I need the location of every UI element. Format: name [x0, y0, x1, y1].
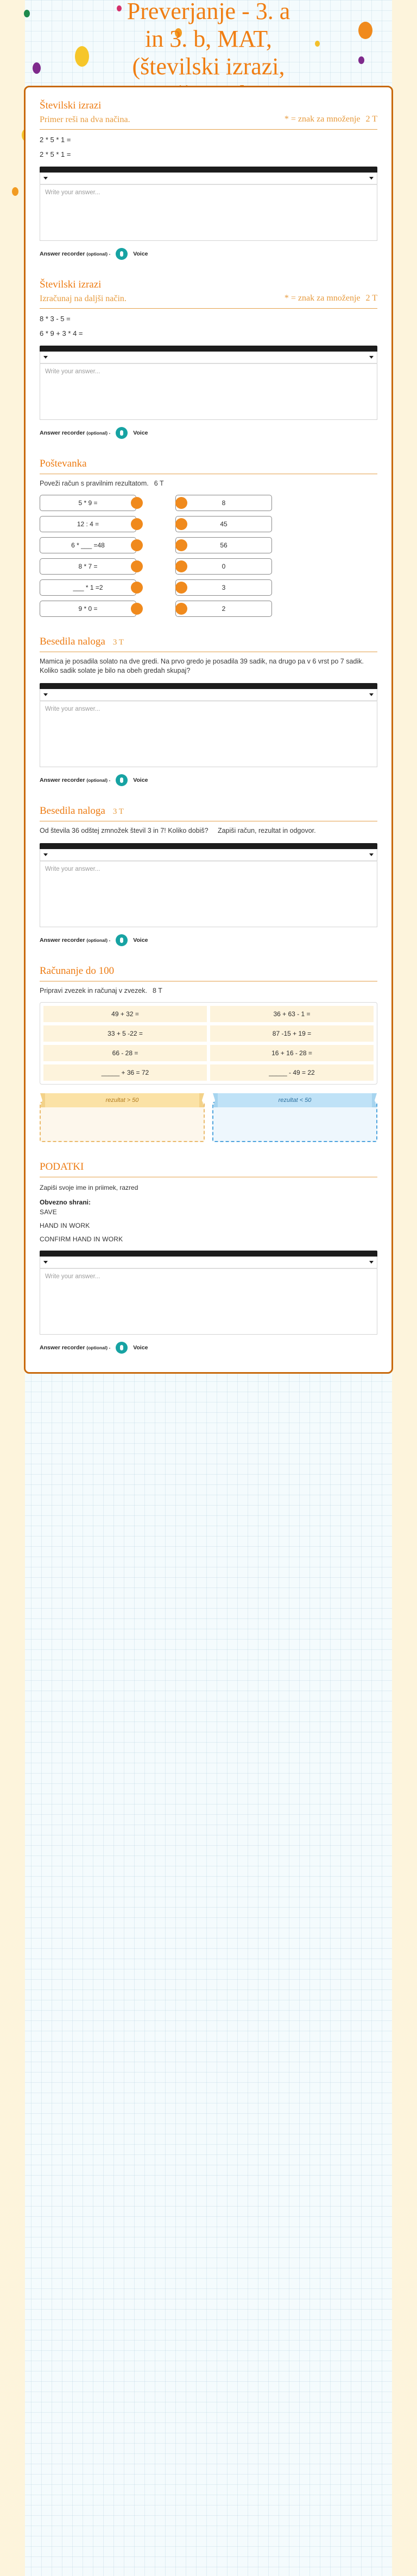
match-connector-dot-left[interactable]	[131, 560, 143, 572]
editor-toolbar-top	[40, 683, 377, 689]
chevron-down-icon[interactable]	[43, 177, 48, 180]
action-save[interactable]: SAVE	[40, 1208, 57, 1216]
match-left-card[interactable]: 6 * ___ =48	[40, 537, 136, 553]
table-row	[43, 1064, 374, 1081]
action-hand-in-work[interactable]: HAND IN WORK	[40, 1222, 90, 1229]
match-right-card[interactable]: 8	[175, 495, 272, 511]
record-voice-button[interactable]	[116, 248, 128, 260]
paint-blob	[358, 56, 364, 64]
recorder-voice-label: Voice	[133, 1344, 148, 1351]
recorder-voice-label: Voice	[133, 937, 148, 943]
right-margin-band	[392, 0, 417, 2576]
section-heading: Računanje do 100	[40, 965, 115, 977]
table-row	[43, 1006, 374, 1022]
match-left-card[interactable]: 8 * 7 =	[40, 558, 136, 575]
match-right-card[interactable]: 0	[175, 558, 272, 575]
chevron-down-icon[interactable]	[369, 853, 374, 856]
calculation-table	[40, 1002, 377, 1085]
match-right-card[interactable]: 56	[175, 537, 272, 553]
chevron-down-icon[interactable]	[369, 356, 374, 359]
rich-text-answer[interactable]	[40, 346, 377, 420]
drop-zone-label: rezultat > 50	[45, 1093, 199, 1107]
title-line-1: Preverjanje - 3. a	[127, 0, 290, 24]
paint-blob	[24, 10, 30, 17]
table-row	[43, 1045, 374, 1061]
matching-row	[40, 558, 377, 575]
editor-toolbar[interactable]	[40, 173, 377, 184]
microphone-icon	[120, 251, 123, 257]
calc-cell[interactable]: _____ + 36 = 72	[43, 1064, 207, 1081]
section-note: * = znak za množenje	[284, 294, 361, 303]
worksheet-card	[24, 86, 393, 1374]
section-heading: Številski izrazi	[40, 279, 102, 290]
expression: 8 * 3 - 5 =	[40, 315, 71, 323]
microphone-icon	[120, 777, 123, 783]
microphone-icon	[120, 430, 123, 436]
match-connector-dot-right[interactable]	[175, 497, 187, 509]
match-connector-dot-right[interactable]	[175, 518, 187, 530]
section-stevilski-izrazi-1	[40, 99, 377, 260]
section-instruction: Primer reši na dva načina.	[40, 115, 130, 124]
paint-blob	[12, 187, 18, 196]
record-voice-button[interactable]	[116, 774, 128, 786]
section-heading: Poštevanka	[40, 458, 87, 469]
calc-cell[interactable]: 87 -15 + 19 =	[210, 1025, 374, 1042]
record-voice-button[interactable]	[116, 934, 128, 946]
section-postevanka	[40, 457, 377, 617]
editor-toolbar-top	[40, 167, 377, 173]
match-connector-dot-right[interactable]	[175, 603, 187, 615]
recorder-voice-label: Voice	[133, 251, 148, 257]
rich-text-answer[interactable]	[40, 683, 377, 767]
action-confirm-hand-in-work[interactable]: CONFIRM HAND IN WORK	[40, 1235, 123, 1243]
section-instruction	[40, 826, 377, 836]
rich-text-answer[interactable]	[40, 167, 377, 241]
chevron-down-icon[interactable]	[369, 1261, 374, 1264]
calc-cell[interactable]: 49 + 32 =	[43, 1006, 207, 1022]
match-connector-dot-left[interactable]	[131, 518, 143, 530]
match-left-card[interactable]: ___ * 1 =2	[40, 579, 136, 596]
paint-blob	[117, 5, 122, 11]
match-left-card[interactable]: 9 * 0 =	[40, 601, 136, 617]
drop-target[interactable]	[40, 1102, 205, 1142]
paint-blob	[175, 28, 182, 37]
podatki-required-label: Obvezno shrani:	[40, 1198, 91, 1206]
calc-cell[interactable]: 36 + 63 - 1 =	[210, 1006, 374, 1022]
answer-recorder-row	[40, 1342, 377, 1354]
recorder-label: Answer recorder (optional) -	[40, 937, 111, 943]
table-row	[43, 1025, 374, 1042]
chevron-down-icon[interactable]	[43, 853, 48, 856]
section-points: 3 T	[112, 807, 124, 816]
recorder-voice-label: Voice	[133, 777, 148, 783]
match-connector-dot-left[interactable]	[131, 497, 143, 509]
section-instruction: Izračunaj na daljši način.	[40, 294, 127, 303]
answer-textarea[interactable]: Write your answer...	[40, 701, 377, 767]
podatki-instruction: Zapiši svoje ime in priimek, razred	[40, 1184, 138, 1191]
section-divider	[40, 129, 377, 130]
rich-text-answer[interactable]	[40, 1251, 377, 1335]
section-points: 6 T	[154, 480, 164, 487]
section-points: 2 T	[365, 294, 377, 303]
match-connector-dot-left[interactable]	[131, 539, 143, 551]
expression: 2 * 5 * 1 =	[40, 136, 71, 144]
chevron-down-icon[interactable]	[369, 693, 374, 696]
match-left-card[interactable]: 12 : 4 =	[40, 516, 136, 532]
calc-cell[interactable]: 16 + 16 - 28 =	[210, 1045, 374, 1061]
recorder-label: Answer recorder (optional) -	[40, 777, 111, 783]
drop-target[interactable]	[212, 1102, 377, 1142]
left-margin-band	[0, 0, 25, 2576]
section-heading: Številski izrazi	[40, 100, 102, 111]
match-connector-dot-left[interactable]	[131, 582, 143, 594]
chevron-down-icon[interactable]	[369, 177, 374, 180]
section-stevilski-izrazi-2	[40, 278, 377, 439]
answer-recorder-row	[40, 934, 377, 946]
section-racunanje-do-100	[40, 965, 377, 1142]
editor-toolbar[interactable]	[40, 689, 377, 701]
section-heading: Besedila naloga	[40, 636, 105, 647]
answer-textarea[interactable]: Write your answer...	[40, 1268, 377, 1335]
editor-toolbar-top	[40, 1251, 377, 1257]
section-besedila-naloga-2	[40, 805, 377, 946]
section-points: 2 T	[365, 114, 377, 124]
section-heading: PODATKI	[40, 1161, 84, 1172]
drop-zones	[40, 1093, 377, 1142]
answer-recorder-row	[40, 427, 377, 439]
match-left-card[interactable]: 5 * 9 =	[40, 495, 136, 511]
match-right-card[interactable]: 45	[175, 516, 272, 532]
recorder-label: Answer recorder (optional) -	[40, 251, 111, 257]
matching-row	[40, 579, 377, 596]
answer-textarea[interactable]: Write your answer...	[40, 184, 377, 241]
section-instruction: Mamica je posadila solato na dve gredi. Na prvo gredo je posadila 39 sadik, na drugo pa v 6 vrst po 7 sadik. Koliko sadik solate je bilo na obeh gredah skupaj?	[40, 658, 364, 674]
section-podatki	[40, 1161, 377, 1354]
matching-row	[40, 601, 377, 617]
match-connector-dot-right[interactable]	[175, 560, 187, 572]
recorder-voice-label: Voice	[133, 430, 148, 436]
recorder-label: Answer recorder (optional) -	[40, 430, 111, 436]
calc-cell[interactable]: 33 + 5 -22 =	[43, 1025, 207, 1042]
expression: 2 * 5 * 1 =	[40, 150, 71, 158]
title-line-3: (številski izrazi,	[132, 53, 285, 80]
instruction-part-2: Zapiši račun, rezultat in odgovor.	[217, 827, 316, 834]
drop-zone-label: rezultat < 50	[218, 1093, 372, 1107]
editor-toolbar-top	[40, 843, 377, 849]
matching-exercise	[40, 495, 377, 617]
title-line-2: in 3. b, MAT,	[145, 25, 272, 52]
record-voice-button[interactable]	[116, 1342, 128, 1354]
rich-text-answer[interactable]	[40, 843, 377, 927]
paint-blob	[33, 62, 41, 74]
matching-row	[40, 516, 377, 532]
section-note: * = znak za množenje	[284, 114, 361, 124]
microphone-icon	[120, 938, 123, 943]
match-connector-dot-right[interactable]	[175, 539, 187, 551]
match-connector-dot-left[interactable]	[131, 603, 143, 615]
section-besedila-naloga-1	[40, 635, 377, 786]
matching-row	[40, 537, 377, 553]
paint-blob	[75, 46, 89, 67]
answer-textarea[interactable]: Write your answer...	[40, 364, 377, 420]
chevron-down-icon[interactable]	[43, 1261, 48, 1264]
drop-zone-less-than-50[interactable]	[212, 1093, 377, 1142]
recorder-label: Answer recorder (optional) -	[40, 1344, 111, 1351]
calc-cell[interactable]: 66 - 28 =	[43, 1045, 207, 1061]
match-right-card[interactable]: 3	[175, 579, 272, 596]
match-connector-dot-right[interactable]	[175, 582, 187, 594]
answer-recorder-row	[40, 248, 377, 260]
section-points: 3 T	[112, 638, 124, 647]
section-points: 8 T	[153, 987, 162, 994]
answer-textarea[interactable]: Write your answer...	[40, 861, 377, 927]
editor-toolbar-top	[40, 346, 377, 352]
editor-toolbar[interactable]	[40, 1257, 377, 1268]
instruction-part-1: Od števila 36 odštej zmnožek števil 3 in 7! Koliko dobiš?	[40, 827, 208, 834]
chevron-down-icon[interactable]	[43, 356, 48, 359]
chevron-down-icon[interactable]	[43, 693, 48, 696]
drop-zone-greater-than-50[interactable]	[40, 1093, 205, 1142]
calc-cell[interactable]: _____ - 49 = 22	[210, 1064, 374, 1081]
section-heading: Besedila naloga	[40, 805, 105, 817]
matching-row	[40, 495, 377, 511]
paint-blob	[358, 22, 372, 39]
expression: 6 * 9 + 3 * 4 =	[40, 329, 83, 337]
match-right-card[interactable]: 2	[175, 601, 272, 617]
answer-recorder-row	[40, 774, 377, 786]
editor-toolbar[interactable]	[40, 849, 377, 861]
microphone-icon	[120, 1345, 123, 1350]
editor-toolbar[interactable]	[40, 352, 377, 364]
section-instruction: Poveži račun s pravilnim rezultatom.	[40, 480, 149, 487]
section-instruction: Pripravi zvezek in računaj v zvezek.	[40, 987, 147, 994]
record-voice-button[interactable]	[116, 427, 128, 439]
section-divider	[40, 308, 377, 309]
paint-blob	[315, 41, 320, 47]
